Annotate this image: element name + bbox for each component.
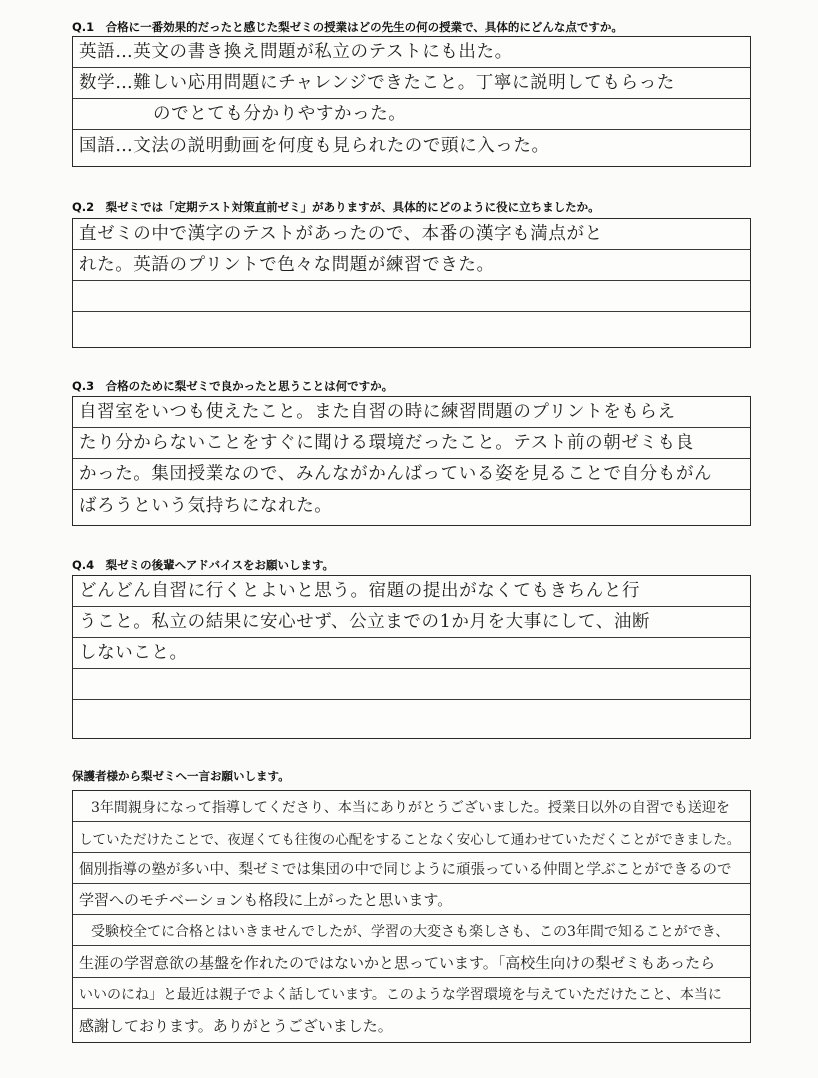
answer-text: かった。集団授業なので、みんながかんばっている姿を見ることで自分もがん — [79, 464, 713, 484]
question-3-title: Q.3 合格のために梨ゼミで良かったと思うことは何ですか。 — [72, 379, 394, 393]
question-2-title: Q.2 梨ゼミでは「定期テスト対策直前ゼミ」がありますが、具体的にどのように役に立ちましたか。 — [72, 200, 600, 214]
answer-text: 受験校全てに合格とはいきませんでしたが、学習の大変さも楽しさも、この3年間で知ることができ、 — [91, 924, 730, 941]
parent-comment-title: 保護者様から梨ゼミへ一言お願いします。 — [72, 769, 290, 783]
answer-line — [73, 576, 750, 607]
answer-box-2 — [72, 218, 751, 348]
answer-text: うこと。私立の結果に安心せず、公立までの1か月を大事にして、油断 — [79, 612, 651, 632]
answer-line — [73, 490, 750, 521]
answer-text: 自習室をいつも使えたこと。また自習の時に練習問題のプリントをもらえ — [79, 402, 676, 422]
answer-line — [73, 1009, 750, 1040]
answer-line — [73, 884, 750, 915]
answer-text: いいのにね」と最近は親子でよく話しています。このような学習環境を与えていただけたこと、本当に — [79, 986, 722, 1003]
answer-line — [73, 459, 750, 490]
answer-line — [73, 915, 750, 946]
answer-line — [73, 946, 750, 977]
answer-text: しないこと。 — [79, 643, 188, 663]
answer-line — [73, 68, 750, 99]
answer-text: 個別指導の塾が多い中、梨ゼミでは集団の中で同じように頑張っている仲間と学ぶことができるので — [79, 862, 732, 879]
answer-line — [73, 822, 750, 853]
answer-line — [73, 978, 750, 1009]
answer-line — [73, 219, 750, 250]
answer-line — [73, 397, 750, 428]
answer-box-3 — [72, 396, 751, 526]
answer-line — [73, 853, 750, 884]
answer-line — [73, 37, 750, 68]
answer-line — [73, 281, 750, 312]
answer-text: たり分からないことをすぐに聞ける環境だったこと。テスト前の朝ゼミも良 — [79, 433, 694, 453]
answer-text: 3年間親身になって指導してくださり、本当にありがとうございました。授業日以外の自習でも送迎を — [91, 800, 730, 817]
answer-line — [73, 428, 750, 459]
answer-box-1 — [72, 36, 751, 167]
answer-text: 感謝しております。ありがとうございました。 — [79, 1016, 393, 1035]
answer-line — [73, 99, 750, 130]
answer-text: どんどん自習に行くとよいと思う。宿題の提出がなくてもきちんと行 — [79, 581, 641, 601]
answer-line — [73, 607, 750, 638]
answer-text: のでとても分かりやすかった。 — [153, 104, 407, 124]
answer-line — [73, 669, 750, 700]
answer-box-4 — [72, 575, 751, 739]
question-1-title: Q.1 合格に一番効果的だったと感じた梨ゼミの授業はどの先生の何の授業で、具体的にどんな点ですか。 — [72, 20, 623, 34]
answer-line — [73, 700, 750, 731]
answer-box-5 — [72, 790, 751, 1043]
answer-line — [73, 638, 750, 669]
answer-line — [73, 130, 750, 161]
answer-text: 生涯の学習意欲の基盤を作れたのではないかと思っています。「高校生向けの梨ゼミもあったら — [79, 953, 716, 972]
answer-text: 英語…英文の書き換え問題が私立のテストにも出た。 — [79, 42, 513, 62]
answer-text: していただけたことで、夜遅くても往復の心配をすることなく安心して通わせていただくことができました。 — [79, 832, 741, 849]
answer-text: 学習へのモチベーションも格段に上がったと思います。 — [79, 891, 453, 910]
answer-line — [73, 250, 750, 281]
answer-text: ばろうという気持ちになれた。 — [79, 496, 333, 516]
answer-line — [73, 791, 750, 822]
question-4-title: Q.4 梨ゼミの後輩へアドバイスをお願いします。 — [72, 558, 335, 572]
answer-text: 数学…難しい応用問題にチャレンジできたこと。丁寧に説明してもらった — [79, 73, 675, 93]
answer-text: れた。英語のプリントで色々な問題が練習できた。 — [79, 255, 495, 275]
answer-line — [73, 312, 750, 343]
answer-text: 国語…文法の説明動画を何度も見られたので頭に入った。 — [79, 136, 550, 156]
answer-text: 直ゼミの中で漢字のテストがあったので、本番の漢字も満点がと — [79, 224, 603, 244]
